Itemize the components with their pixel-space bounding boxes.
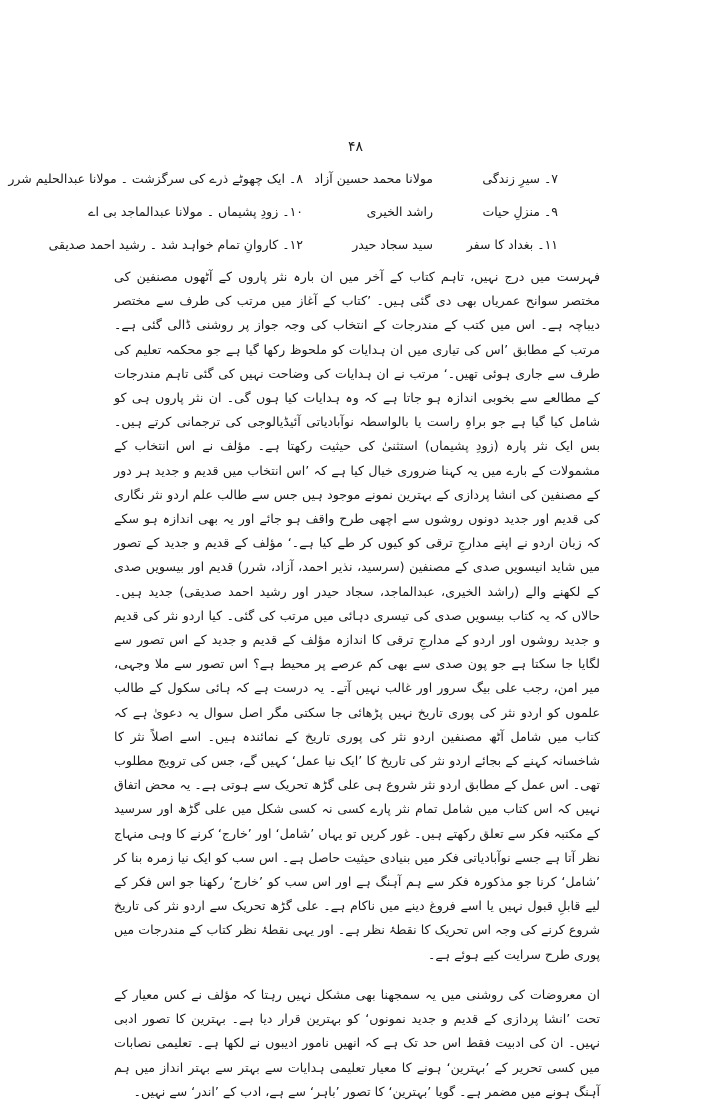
contents-row [88, 195, 558, 228]
contents-entry: ۱۲۔ کاروانِ تمام خواہد شد ۔ رشید احمد صدیقی [48, 237, 303, 252]
contents-entry: ۸۔ ایک چھوٹے ذرے کی سرگزشت ۔ مولانا عبدالحلیم شرر [8, 171, 303, 186]
contents-list [8, 162, 558, 261]
contents-author: مولانا محمد حسین آزاد [314, 171, 433, 186]
page-number: ۴۸ [347, 139, 364, 155]
contents-entry: ۹۔ منزلِ حیات [482, 204, 558, 219]
contents-entry: ۱۰۔ زودِ پشیماں ۔ مولانا عبدالماجد بی اے [88, 204, 303, 219]
paragraph: فہرست میں درج نہیں، تاہم کتاب کے آخر میں ان بارہ نثر پاروں کے آٹھوں مصنفین کی مختصر سوانح عمریاں بھی دی گئی ہیں۔ ’کتاب کے آغاز میں مرتب کی طرف سے مختصر دیباچہ ہے۔ اس میں کتب کے مندرجات کے انتخاب کی وجہ جواز پر روشنی ڈالی گئی ہے۔ مرتب کے مطابق ’اس کی تیاری میں ان ہدایات کو ملحوظ رکھا گیا ہے جو محکمہ تعلیم کی طرف سے جاری ہوئی تھیں۔‘ مرتب نے ان ہدایات کی وضاحت نہیں کی گئی تاہم مندرجات کے مطالعے سے بخوبی اندازہ ہو جاتا ہے کہ وہ ہدایات کیا ہوں گی۔ ان نثر پاروں ہی کو شامل کیا گیا ہے جو براہِ راست یا بالواسطہ نوآبادیاتی آئیڈیالوجی کی ترجمانی کرتے ہیں۔ بس ایک نثر پارہ (زودِ پشیماں) استثنیٰ کی حیثیت رکھتا ہے۔ مؤلف نے اس انتخاب کے مشمولات کے بارے میں یہ کہنا ضروری خیال کیا ہے کہ ’اس انتخاب میں قدیم و جدید ہر دور کے مصنفین کی انشا پردازی کے بہترین نمونے موجود ہیں جس سے طالب علم اردو نثر نگاری کی قدیم اور جدید دونوں روشوں سے اچھی طرح واقف ہو جائے اور یہ بھی اندازہ ہو سکے کہ زبان اردو نے اپنے مدارجِ ترقی کو کیوں کر طے کیا ہے۔‘ مؤلف کے قدیم و جدید کے تصور میں شاید انیسویں صدی کے مصنفین (سرسید، نذیر احمد، آزاد، شرر) قدیم اور بیسویں صدی کے لکھنے والے (راشد الخیری، عبدالماجد، سجاد حیدر اور رشید احمد صدیقی) جدید ہیں۔ حالاں کہ یہ کتاب بیسویں صدی کی تیسری دہائی میں مرتب کی گئی۔ کیا اردو نثر کی قدیم و جدید روشوں اور اردو کے مدارجِ ترقی کا اندازہ مؤلف کے قدیم و جدید کے اس تصور سے لگایا جا سکتا ہے جو پون صدی سے بھی کم عرصے پر محیط ہے؟ اس تصور سے ملا وجہی، میر امن، رجب علی بیگ سرور اور غالب نہیں آتے۔ یہ درست ہے کہ ہائی سکول کے طالب علموں کو اردو نثر کی پوری تاریخ نہیں پڑھائی جا سکتی مگر اصل سوال یہ دعویٰ ہے کہ کتاب میں شامل آٹھ مصنفین اردو نثر کی پوری تاریخ کے نمائندہ ہیں۔ اسے اصلاً نثر کا شاخسانہ کہنے کے بجائے اردو نثر کی تاریخ کا ’ایک نیا عمل‘ کہیں گے، جس کی ترویج مطلوب تھی۔ اس عمل کے مطابق اردو نثر شروع ہی علی گڑھ تحریک سے ہوتی ہے۔ یہ محض اتفاق نہیں کہ اس کتاب میں شامل تمام نثر پارے کسی نہ کسی شکل میں علی گڑھ اور سرسید کے مکتبہ فکر سے تعلق رکھتے ہیں۔ غور کریں تو یہاں ’شامل‘ اور ’خارج‘ کرنے کا وہی منہاج نظر آتا ہے جسے نوآبادیاتی فکر میں بنیادی حیثیت حاصل ہے۔ اس سب کو ایک نیا زمرہ بنا کر ’شامل‘ کرنا جو مذکورہ فکر سے ہم آہنگ ہے اور اس سب کو ’خارج‘ رکھنا جو اس فکر کے لیے قابلِ قبول نہیں یا اسے فروغ دینے میں ناکام ہے۔ علی گڑھ تحریک سے اردو نثر کی تاریخ شروع کرنے کی وجہ اس تحریک کا نقطۂ نظر ہے۔ اور یہی نقطۂ نظر کتاب کے مندرجات میں پوری طرح سرایت کیے ہوئے ہے۔ [114, 269, 600, 962]
contents-entry: ۷۔ سیرِ زندگی [482, 171, 558, 186]
contents-row [8, 162, 558, 195]
body-text [114, 265, 600, 1104]
contents-author: راشد الخیری [366, 204, 433, 219]
contents-author: سید سجاد حیدر [352, 237, 433, 252]
paragraph: ان معروضات کی روشنی میں یہ سمجھنا بھی مشکل نہیں رہتا کہ مؤلف نے کس معیار کے تحت ’انشا پردازی کے قدیم و جدید نمونوں‘ کو بہترین قرار دیا ہے۔ بہترین کا تصور ادبی نہیں۔ ان کی ادبیت فقط اس حد تک ہے کہ انھیں نامور ادیبوں نے لکھا ہے۔ تعلیمی نصابات میں کسی تحریر کے ’بہترین‘ ہونے کا معیار تعلیمی ہدایات سے بہتر سے بہتر انداز میں ہم آہنگ ہونے میں مضمر ہے۔ گویا ’بہترین‘ کا تصور ’باہر‘ سے ہے، ادب کے ’اندر‘ سے نہیں۔ [114, 986, 600, 1099]
contents-entry: ۱۱۔ بغداد کا سفر [466, 237, 558, 252]
contents-row [48, 228, 558, 261]
